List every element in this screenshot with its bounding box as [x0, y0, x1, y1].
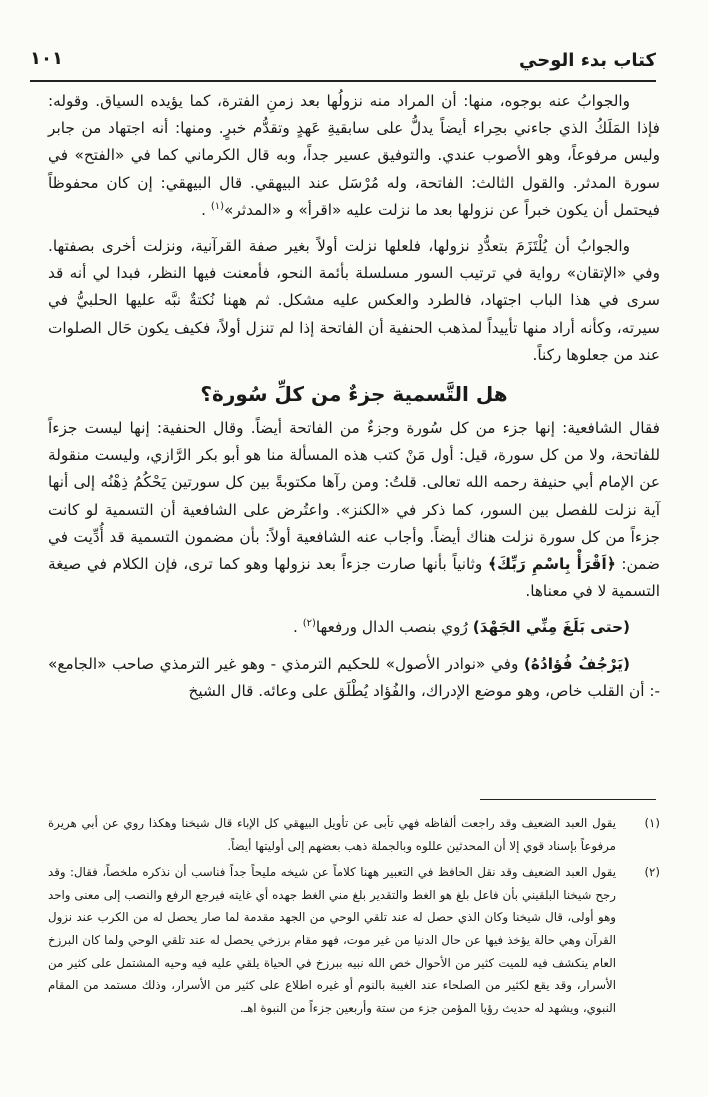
footnote-ref-1: (١)	[210, 200, 225, 212]
section-heading: هل التَّسمية جزءٌ من كلِّ سُورة؟	[200, 382, 508, 407]
hadith-phrase-1: (حتى بَلَغَ مِنِّي الجَهْدَ)	[472, 618, 630, 637]
hadith-phrase-2: (يَرْجُفُ فُؤادُهُ)	[523, 654, 631, 673]
footnote-1	[48, 812, 660, 857]
paragraph-5	[48, 651, 660, 705]
page-number: ١٠١	[30, 48, 63, 69]
footnote-number: (٢)	[644, 865, 660, 880]
running-title: كتاب بدء الوحي	[519, 50, 656, 71]
footnote-rule	[480, 799, 656, 800]
paragraph-4-text: رُوي بنصب الدال ورفعها	[315, 618, 473, 637]
quranic-quote: ﴿اَقْرَأْ بِاسْمِ رَبِّكَ﴾	[488, 555, 616, 574]
paragraph-3-text: فقال الشافعية: إنها جزء من كل سُورة وجزءٌ من الفاتحة أيضاً. وقال الحنفية: إنها ليست جزءاً للفاتحة، ولا من كل سورة، قيل: أول مَنْ كتب هذه المسألة منا هو أبو بكر الرَّازي، وليست منقولة عن الإمام أبي حنيفة رحمه الله تعالى. قلتُ: ومن رآها مكتوبةً بين كل سورتين يَحْكُمُ ذِهْنُه إلى أنها آية نزلت للفصل بين السور، كما ذكر في «الكنز». واعتُرض على الشافعية أن التسمية لو كانت جزءاً من كل سورة نزلت هناك أيضاً. وأجاب عنه الشافعية أولاً: بأن مضمون التسمية قد أُدِّيت في ضمن:	[48, 419, 661, 574]
footnotes	[48, 812, 660, 1019]
paragraph-4-end: .	[292, 618, 303, 637]
paragraph-1-text: والجوابُ عنه بوجوه، منها: أن المراد منه نزولُها بعد زمنِ الفترة، كما يؤيده السياق. وقوله: فإذا المَلَكُ الذي جاءني بحِراء أيضاً يدلُّ على سابقيةِ عَهدٍ وتقدُّم خبرٍ. ومنها: أنه اجتهاد من جابر وليس مرفوعاً، وهو الأصوب عندي. والتوفيق عسير جداً، وبه قال الكرماني كما في «الفتح» في سورة المدثر. والقول الثالث: الفاتحة، وله مُرْسَل عند البيهقي. قال البيهقي: إن كان محفوظاً فيحتمل أن يكون خبراً عن نزولها بعد ما نزلت عليه «اقرأ» و «المدثر»	[48, 92, 660, 219]
footnote-text: يقول العبد الضعيف وقد نقل الحافظ في التعبير ههنا كلاماً عن شيخه مليحاً جداً فناسب أن نذكره ملخصاً، فقال: وقد رجح شيخنا البلقيني بأن فاعل بلغ هو الغط والتقدير بلغ مني الغط جهده أي غايته فيرجع الرفع والنصب إلى معنى واحد وهو أولى، قال شيخنا وكان الذي حصل له عند تلقي الوحي من الجهد مقدمة لما صار يحصل له من الكرب عند نزول القرآن وهي حالة يؤخذ فيها عن حال الدنيا من غير موت، فهو مقام برزخي يحصل له عند تلقي الوحي ولما كان البرزخ العام ينكشف فيه للميت كثير من الأحوال خص الله نبيه ببرزخ في الحياة يلقي عليه فيه وحيه المشتمل على كثير من الأسرار، وقد يقع لكثير من الصلحاء عند الغيبة بالنوم أو غيره اطلاع على كثير من الأسرار، وذلك مستمد من المقام النبوي، ويشهد له حديث رؤيا المؤمن جزء من ستة وأربعين جزءاً من النبوة اهـ.	[48, 865, 616, 1015]
paragraph-2: والجوابُ أن يُلْتَزَمَ بتعدُّدِ نزولها، فلعلها نزلت أولاً بغير صفة القرآنية، ونزلت أخرى بصفتها. وفي «الإتقان» رواية في ترتيب السور مسلسلة بأئمة النحو، فأمعنت فيها النظر، فبدا لي أنه قد سرى في هذا الباب اجتهاد، فالطرد والعكس عليه مشكل. ثم ههنا نُكتةٌ نبَّه عليها الحلبيُّ في سيرته، وكأنه أراد منها تأييداً لمذهب الحنفية أن الفاتحة إذا لم تنزل أولاً، فكيف يكون حَال الصلوات عند من جعلوها ركناً.	[48, 237, 660, 364]
footnote-2	[48, 861, 660, 1019]
paragraph-5-text: وفي «نوادر الأصول» للحكيم الترمذي - وهو غير الترمذي صاحب «الجامع» -: أن القلب خاص، وهو موضع الإدراك، والفُؤاد يُطْلَق على وعائه. قال الشيخ	[48, 654, 660, 700]
paragraph-4	[48, 614, 660, 641]
footnote-number: (١)	[644, 816, 660, 830]
paragraph-1-end: .	[201, 200, 211, 219]
page-header	[30, 42, 656, 76]
footnote-ref-2: (٢)	[302, 618, 316, 630]
footnote-text: يقول العبد الضعيف وقد راجعت ألفاظه فهي تأبى عن تأويل البيهقي كل الإباء قال شيخنا وهكذا روي عن أبي هريرة مرفوعاً بإسناد قوي إلا أن المحدثين عللوه وبالجملة ذهب بعضهم إلى أوليتها أيضاً.	[48, 816, 616, 853]
paragraph-1	[48, 88, 660, 224]
paragraph-3	[48, 415, 660, 605]
header-rule	[30, 80, 656, 82]
paragraph-3-end: وثانياً بأنها صارت جزءاً بعد نزولها وهو كما ترى، فإن الكلام في صيغة التسمية لا في معناها.	[48, 555, 660, 601]
main-text	[48, 88, 660, 705]
